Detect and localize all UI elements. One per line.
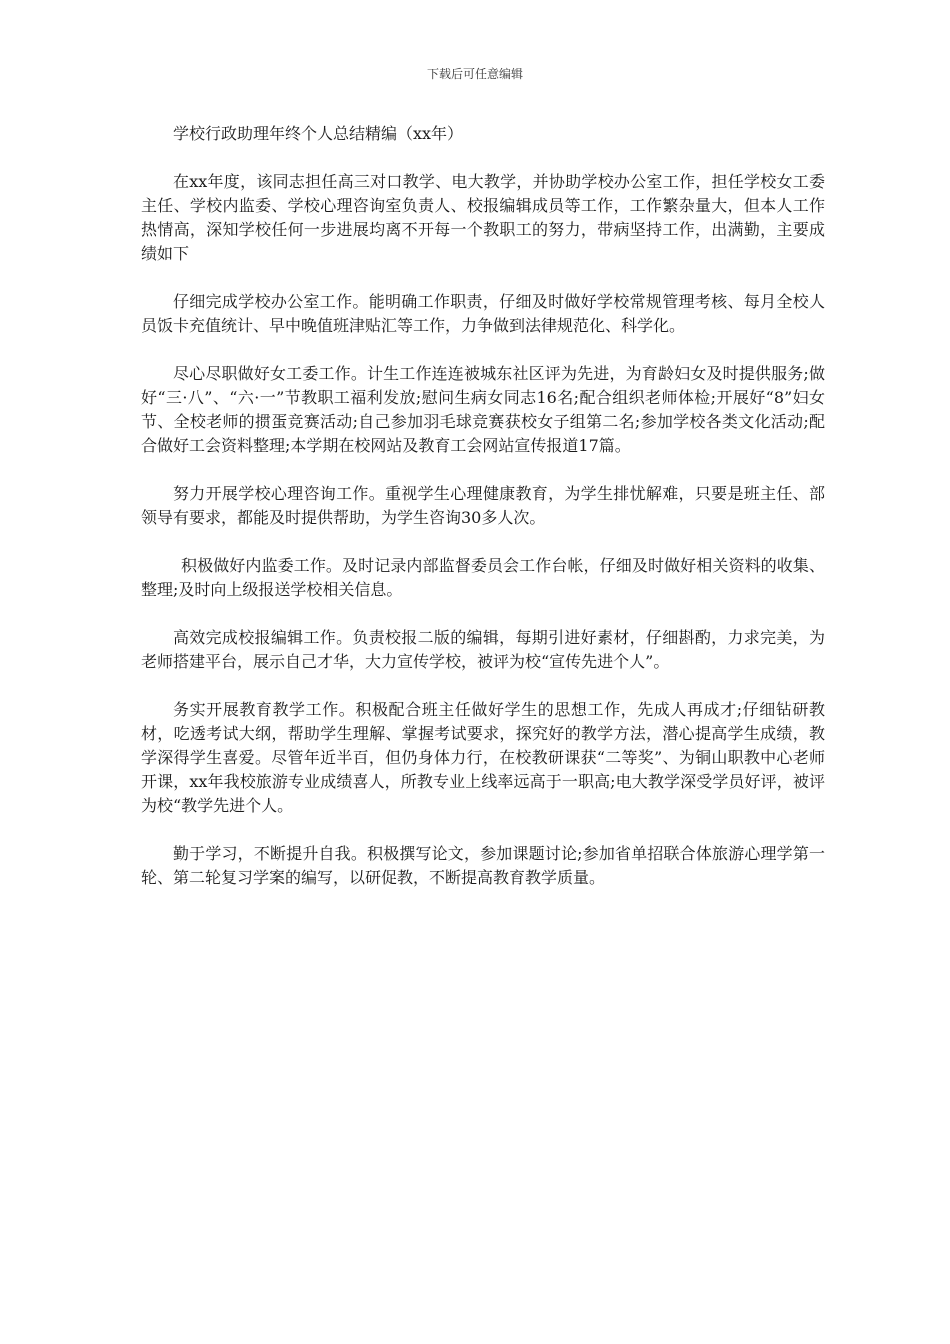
document-body xyxy=(141,122,825,914)
paragraph-teaching: 务实开展教育教学工作。积极配合班主任做好学生的思想工作，先成人再成才;仔细钻研教材，吃透考试大纲，帮助学生理解、掌握考试要求，探究好的教学方法，潜心提高学生成绩，教学深得学生喜爱。尽管年近半百，但仍身体力行，在校教研课获“二等奖”、为铜山职教中心老师开课，xx年我校旅游专业成绩喜人，所教专业上线率远高于一职高;电大教学深受学员好评，被评为校“教学先进个人。 xyxy=(141,700,825,815)
paragraph-office-work: 仔细完成学校办公室工作。能明确工作职责，仔细及时做好学校常规管理考核、每月全校人员饭卡充值统计、早中晚值班津贴汇等工作，力争做到法律规范化、科学化。 xyxy=(141,292,825,335)
paragraph-supervision: 积极做好内监委工作。及时记录内部监督委员会工作台帐，仔细及时做好相关资料的收集、整理;及时向上级报送学校相关信息。 xyxy=(141,556,825,599)
paragraph-intro: 在xx年度，该同志担任高三对口教学、电大教学，并协助学校办公室工作，担任学校女工委主任、学校内监委、学校心理咨询室负责人、校报编辑成员等工作，工作繁杂量大，但本人工作热情高，深知学校任何一步进展均离不开每一个教职工的努力，带病坚持工作，出满勤，主要成绩如下 xyxy=(141,172,825,263)
paragraph-women-committee: 尽心尽职做好女工委工作。计生工作连连被城东社区评为先进，为育龄妇女及时提供服务;做好“三·八”、“六·一”节教职工福利发放;慰问生病女同志16名;配合组织老师体检;开展好“8”妇女节、全校老师的掼蛋竞赛活动;自己参加羽毛球竞赛获校女子组第二名;参加学校各类文化活动;配合做好工会资料整理;本学期在校网站及教育工会网站宣传报道17篇。 xyxy=(141,364,825,455)
header-note: 下载后可任意编辑 xyxy=(426,67,523,81)
document-title: 学校行政助理年终个人总结精编（xx年） xyxy=(173,124,464,143)
paragraph-newspaper: 高效完成校报编辑工作。负责校报二版的编辑，每期引进好素材，仔细斟酌，力求完美，为老师搭建平台，展示自己才华，大力宣传学校，被评为校“宣传先进个人”。 xyxy=(141,628,825,671)
paragraph-counseling: 努力开展学校心理咨询工作。重视学生心理健康教育，为学生排忧解难，只要是班主任、部领导有要求，都能及时提供帮助，为学生咨询30多人次。 xyxy=(141,484,825,527)
paragraph-learning: 勤于学习，不断提升自我。积极撰写论文，参加课题讨论;参加省单招联合体旅游心理学第一轮、第二轮复习学案的编写，以研促教，不断提高教育教学质量。 xyxy=(141,844,825,887)
